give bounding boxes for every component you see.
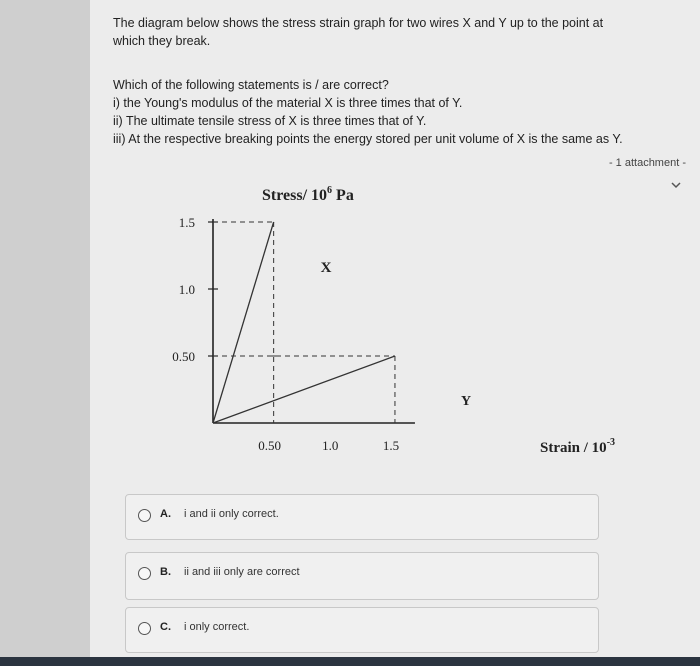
statement-1: i) the Young's modulus of the material X is three times that of Y. [113, 96, 463, 110]
question-page [90, 0, 700, 666]
statement-3: iii) At the respective breaking points the energy stored per unit volume of X is the same as Y. [113, 132, 623, 146]
question-prompt: Which of the following statements is / are correct? [113, 78, 389, 92]
option-b-radio[interactable] [138, 567, 151, 580]
y-axis-label: Stress/ $10^6$ Pa [262, 185, 354, 204]
y-tick-label: 1.0 [178, 282, 195, 297]
attachment-label[interactable]: - 1 attachment - [608, 157, 686, 169]
series-label-x: X [320, 260, 332, 276]
y-tick-label: 0.50 [172, 349, 195, 364]
series-label-y: Y [460, 394, 472, 409]
option-a-radio[interactable] [138, 509, 151, 522]
stress-strain-graph [90, 0, 700, 480]
option-c-text: i only correct. [184, 621, 250, 633]
x-tick-label: 1.5 [382, 438, 400, 453]
series-line-y [213, 356, 395, 423]
y-tick-label: 1.5 [178, 215, 195, 230]
series-line-x [213, 222, 274, 423]
option-a-letter: A. [160, 508, 171, 520]
intro-line-1: The diagram below shows the stress strain graph for two wires X and Y up to the point at [113, 16, 604, 30]
x-tick-label: 0.50 [258, 438, 282, 453]
x-tick-label: 1.0 [322, 438, 339, 453]
statement-2: ii) The ultimate tensile stress of X is three times that of Y. [113, 114, 427, 128]
x-axis-label: Strain / $10^{-3}$ [540, 437, 616, 456]
option-a[interactable] [125, 494, 599, 540]
option-b[interactable] [125, 552, 599, 600]
bottom-bar [0, 657, 700, 666]
option-b-text: ii and iii only are correct [184, 566, 300, 578]
option-c-radio[interactable] [138, 622, 151, 635]
option-c[interactable] [125, 607, 599, 653]
option-a-text: i and ii only correct. [184, 508, 279, 520]
intro-line-2: which they break. [113, 34, 211, 48]
option-b-letter: B. [160, 566, 171, 578]
option-c-letter: C. [160, 621, 171, 633]
